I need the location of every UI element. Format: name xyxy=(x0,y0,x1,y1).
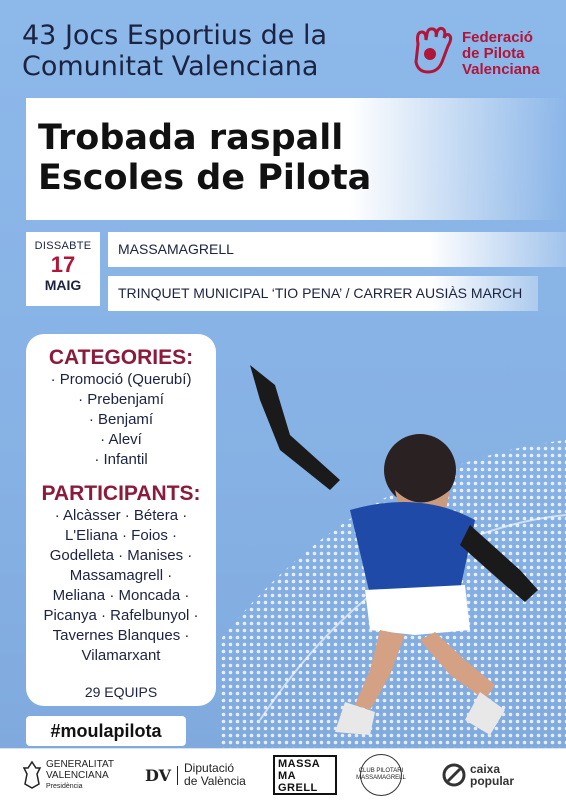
event-title-line1: 43 Jocs Esportius de la xyxy=(22,20,328,51)
title-line1: Trobada raspall xyxy=(38,118,344,158)
participants-heading: PARTICIPANTS: xyxy=(41,482,201,505)
list-item: · Prebenjamí xyxy=(78,391,164,408)
generalitat-line2: VALENCIANA xyxy=(46,769,109,781)
list-item: Massamagrell · xyxy=(69,567,173,584)
list-item: · Benjamí xyxy=(88,411,154,428)
diputacio-logo xyxy=(145,749,246,800)
list-item: · Promoció (Querubí) xyxy=(50,371,192,388)
caixa-line2: popular xyxy=(470,774,514,788)
caixa-popular-text xyxy=(470,763,514,787)
categories-heading: CATEGORIES: xyxy=(48,346,194,369)
list-item: Vilamarxant xyxy=(81,647,161,664)
massamagrell-logo xyxy=(273,749,337,800)
list-item: L'Eliana · Foios · xyxy=(64,527,178,544)
list-item: · Infantil xyxy=(94,451,148,468)
massamagrell-line3: GRELL xyxy=(278,782,318,794)
federation-name-line3: Valenciana xyxy=(462,61,540,78)
date-box xyxy=(26,232,100,306)
diputacio-line1: Diputació xyxy=(184,761,235,775)
club-pilotari-logo xyxy=(356,749,406,800)
list-item: Meliana · Moncada · xyxy=(52,587,190,604)
participants-list xyxy=(26,506,216,666)
location-town: MASSAMAGRELL xyxy=(108,232,566,267)
massamagrell-line2: MA xyxy=(278,770,297,782)
diputacio-mark: DV xyxy=(145,766,178,785)
generalitat-line1: GENERALITAT xyxy=(46,758,114,770)
list-item: Tavernes Blanques · xyxy=(52,627,190,644)
diputacio-line2: de València xyxy=(184,774,246,788)
teams-count: 29 EQUIPS xyxy=(84,684,158,700)
generalitat-text xyxy=(46,759,114,792)
generalitat-line3: Presidència xyxy=(46,782,83,790)
event-title xyxy=(22,20,392,82)
federation-name-line1: Federació xyxy=(462,29,533,46)
date-weekday: DISSABTE xyxy=(34,240,92,252)
sponsor-footer xyxy=(0,748,566,800)
hashtag: #moulapilota xyxy=(26,716,186,746)
page-title xyxy=(38,118,371,198)
federation-name xyxy=(462,30,540,78)
player-photo xyxy=(220,340,566,750)
diputacio-text xyxy=(184,762,246,788)
caixa-popular-logo xyxy=(442,749,514,800)
generalitat-logo xyxy=(22,749,114,800)
caixa-line1: caixa xyxy=(470,762,501,776)
event-title-line2: Comunitat Valenciana xyxy=(22,51,319,82)
club-pilotari-seal: CLUB PILOTARI MASSAMAGRELL xyxy=(360,754,402,796)
title-line2: Escoles de Pilota xyxy=(38,158,372,198)
info-panel xyxy=(26,334,216,706)
federation-logo xyxy=(408,24,558,86)
title-box xyxy=(26,98,566,220)
list-item: Picanya · Rafelbunyol · xyxy=(43,607,199,624)
caixa-mark-icon xyxy=(442,763,466,787)
list-item: · Aleví xyxy=(100,431,142,448)
federation-name-line2: de Pilota xyxy=(462,45,525,62)
list-item: Godelleta · Manises · xyxy=(49,547,193,564)
hand-icon xyxy=(408,26,456,76)
list-item: · Alcàsser · Bétera · xyxy=(54,507,188,524)
categories-list xyxy=(26,370,216,470)
massamagrell-box xyxy=(273,755,337,795)
location-venue: TRINQUET MUNICIPAL ‘TIO PENA’ / CARRER AUSIÀS MARCH xyxy=(108,276,538,311)
date-day: 17 xyxy=(50,252,76,277)
bat-crest-icon xyxy=(22,760,42,790)
date-month: MAIG xyxy=(44,277,82,293)
massamagrell-line1: MASSA xyxy=(278,758,321,770)
